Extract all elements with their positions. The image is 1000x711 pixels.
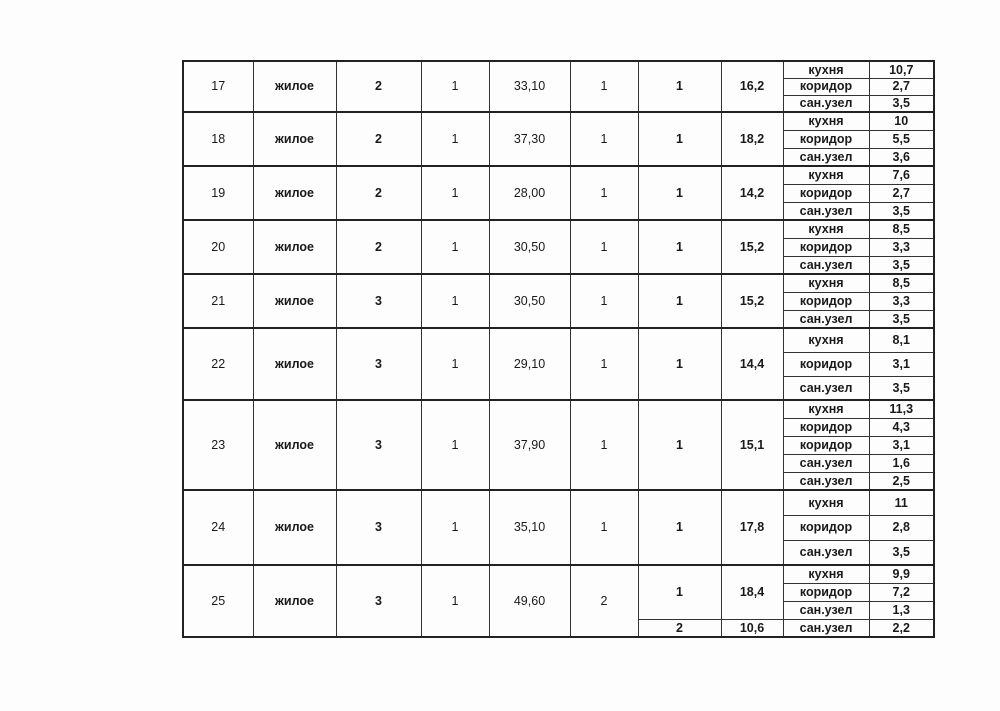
aux-room-name: сан.узел: [783, 472, 869, 490]
total-area: 30,50: [489, 220, 570, 274]
apartment-floor: 2: [336, 112, 421, 166]
living-room-area: 10,6: [721, 619, 783, 637]
total-area: 49,60: [489, 565, 570, 637]
living-room-number: 1: [638, 112, 721, 166]
aux-room-area: 7,2: [869, 583, 934, 601]
rooms-count: 1: [570, 61, 638, 112]
aux-room-name: кухня: [783, 61, 869, 78]
rooms-count: 1: [570, 490, 638, 565]
aux-room-area: 3,5: [869, 376, 934, 400]
aux-room-area: 8,1: [869, 328, 934, 352]
aux-room-name: кухня: [783, 490, 869, 515]
aux-room-name: кухня: [783, 565, 869, 583]
living-room-number: 1: [638, 565, 721, 619]
aux-room-name: сан.узел: [783, 148, 869, 166]
rooms-count: 2: [570, 565, 638, 637]
aux-room-name: коридор: [783, 436, 869, 454]
aux-room-name: сан.узел: [783, 310, 869, 328]
table-row: [183, 400, 934, 418]
living-room-number: 1: [638, 400, 721, 490]
living-room-area: 15,1: [721, 400, 783, 490]
living-room-number: 1: [638, 166, 721, 220]
aux-room-area: 3,5: [869, 95, 934, 112]
rooms-count: 1: [570, 220, 638, 274]
apartment-col4: 1: [421, 112, 489, 166]
apartment-floor: 2: [336, 166, 421, 220]
rooms-count: 1: [570, 328, 638, 400]
aux-room-name: коридор: [783, 184, 869, 202]
aux-room-area: 3,1: [869, 352, 934, 376]
apartment-floor: 3: [336, 565, 421, 637]
aux-room-area: 3,5: [869, 202, 934, 220]
aux-room-area: 2,8: [869, 515, 934, 540]
rooms-count: 1: [570, 166, 638, 220]
aux-room-name: коридор: [783, 515, 869, 540]
aux-room-area: 3,3: [869, 292, 934, 310]
apartment-col4: 1: [421, 328, 489, 400]
aux-room-area: 1,3: [869, 601, 934, 619]
total-area: 35,10: [489, 490, 570, 565]
apartment-number: 20: [183, 220, 253, 274]
aux-room-area: 3,1: [869, 436, 934, 454]
aux-room-name: кухня: [783, 166, 869, 184]
rooms-count: 1: [570, 112, 638, 166]
rooms-count: 1: [570, 274, 638, 328]
aux-room-area: 8,5: [869, 220, 934, 238]
living-room-number: 1: [638, 328, 721, 400]
table-row: [183, 112, 934, 130]
living-room-area: 15,2: [721, 220, 783, 274]
aux-room-area: 9,9: [869, 565, 934, 583]
apartment-floor: 3: [336, 490, 421, 565]
living-room-area: 18,4: [721, 565, 783, 619]
total-area: 29,10: [489, 328, 570, 400]
apartment-number: 22: [183, 328, 253, 400]
living-room-number: 2: [638, 619, 721, 637]
apartment-number: 17: [183, 61, 253, 112]
aux-room-area: 8,5: [869, 274, 934, 292]
apartment-number: 21: [183, 274, 253, 328]
apartment-floor: 3: [336, 328, 421, 400]
aux-room-name: сан.узел: [783, 454, 869, 472]
living-room-number: 1: [638, 274, 721, 328]
rooms-count: 1: [570, 400, 638, 490]
table-row: [183, 166, 934, 184]
aux-room-area: 3,5: [869, 540, 934, 565]
aux-room-area: 2,2: [869, 619, 934, 637]
aux-room-name: коридор: [783, 78, 869, 95]
living-room-area: 18,2: [721, 112, 783, 166]
apartment-type: жилое: [253, 490, 336, 565]
apartment-col4: 1: [421, 61, 489, 112]
aux-room-name: коридор: [783, 292, 869, 310]
aux-room-name: кухня: [783, 220, 869, 238]
aux-room-area: 3,5: [869, 310, 934, 328]
living-room-number: 1: [638, 220, 721, 274]
aux-room-name: сан.узел: [783, 619, 869, 637]
apartment-type: жилое: [253, 112, 336, 166]
aux-room-area: 3,5: [869, 256, 934, 274]
aux-room-name: коридор: [783, 583, 869, 601]
total-area: 33,10: [489, 61, 570, 112]
apartment-col4: 1: [421, 565, 489, 637]
apartment-col4: 1: [421, 274, 489, 328]
apartment-type: жилое: [253, 328, 336, 400]
aux-room-area: 11,3: [869, 400, 934, 418]
apartment-number: 25: [183, 565, 253, 637]
aux-room-area: 10: [869, 112, 934, 130]
living-room-area: 14,4: [721, 328, 783, 400]
apartment-col4: 1: [421, 400, 489, 490]
apartment-type: жилое: [253, 565, 336, 637]
aux-room-name: сан.узел: [783, 376, 869, 400]
apartment-type: жилое: [253, 220, 336, 274]
total-area: 28,00: [489, 166, 570, 220]
aux-room-name: сан.узел: [783, 202, 869, 220]
aux-room-name: кухня: [783, 112, 869, 130]
apartment-col4: 1: [421, 166, 489, 220]
apartment-type: жилое: [253, 274, 336, 328]
apartment-table: [182, 60, 935, 638]
aux-room-name: коридор: [783, 352, 869, 376]
aux-room-name: коридор: [783, 238, 869, 256]
aux-room-area: 7,6: [869, 166, 934, 184]
aux-room-name: коридор: [783, 418, 869, 436]
living-room-number: 1: [638, 61, 721, 112]
table-row: [183, 220, 934, 238]
aux-room-name: кухня: [783, 274, 869, 292]
living-room-area: 15,2: [721, 274, 783, 328]
apartment-type: жилое: [253, 61, 336, 112]
apartment-floor: 2: [336, 61, 421, 112]
living-room-number: 1: [638, 490, 721, 565]
table-row: [183, 328, 934, 352]
apartment-number: 24: [183, 490, 253, 565]
aux-room-name: кухня: [783, 400, 869, 418]
apartment-number: 19: [183, 166, 253, 220]
apartment-floor: 3: [336, 274, 421, 328]
total-area: 30,50: [489, 274, 570, 328]
aux-room-area: 5,5: [869, 130, 934, 148]
table-row: [183, 490, 934, 515]
aux-room-area: 11: [869, 490, 934, 515]
aux-room-area: 2,7: [869, 184, 934, 202]
aux-room-name: сан.узел: [783, 95, 869, 112]
apartment-col4: 1: [421, 220, 489, 274]
aux-room-area: 4,3: [869, 418, 934, 436]
living-room-area: 17,8: [721, 490, 783, 565]
total-area: 37,90: [489, 400, 570, 490]
apartment-type: жилое: [253, 400, 336, 490]
aux-room-name: сан.узел: [783, 256, 869, 274]
aux-room-area: 10,7: [869, 61, 934, 78]
aux-room-name: коридор: [783, 130, 869, 148]
aux-room-area: 2,7: [869, 78, 934, 95]
total-area: 37,30: [489, 112, 570, 166]
table-row: [183, 61, 934, 78]
table-row: [183, 274, 934, 292]
apartment-type: жилое: [253, 166, 336, 220]
aux-room-name: сан.узел: [783, 540, 869, 565]
apartment-col4: 1: [421, 490, 489, 565]
aux-room-area: 2,5: [869, 472, 934, 490]
apartment-number: 23: [183, 400, 253, 490]
apartment-floor: 3: [336, 400, 421, 490]
aux-room-name: сан.узел: [783, 601, 869, 619]
table-row: [183, 565, 934, 583]
apartment-floor: 2: [336, 220, 421, 274]
aux-room-area: 3,3: [869, 238, 934, 256]
living-room-area: 16,2: [721, 61, 783, 112]
aux-room-area: 3,6: [869, 148, 934, 166]
apartment-number: 18: [183, 112, 253, 166]
living-room-area: 14,2: [721, 166, 783, 220]
aux-room-area: 1,6: [869, 454, 934, 472]
aux-room-name: кухня: [783, 328, 869, 352]
